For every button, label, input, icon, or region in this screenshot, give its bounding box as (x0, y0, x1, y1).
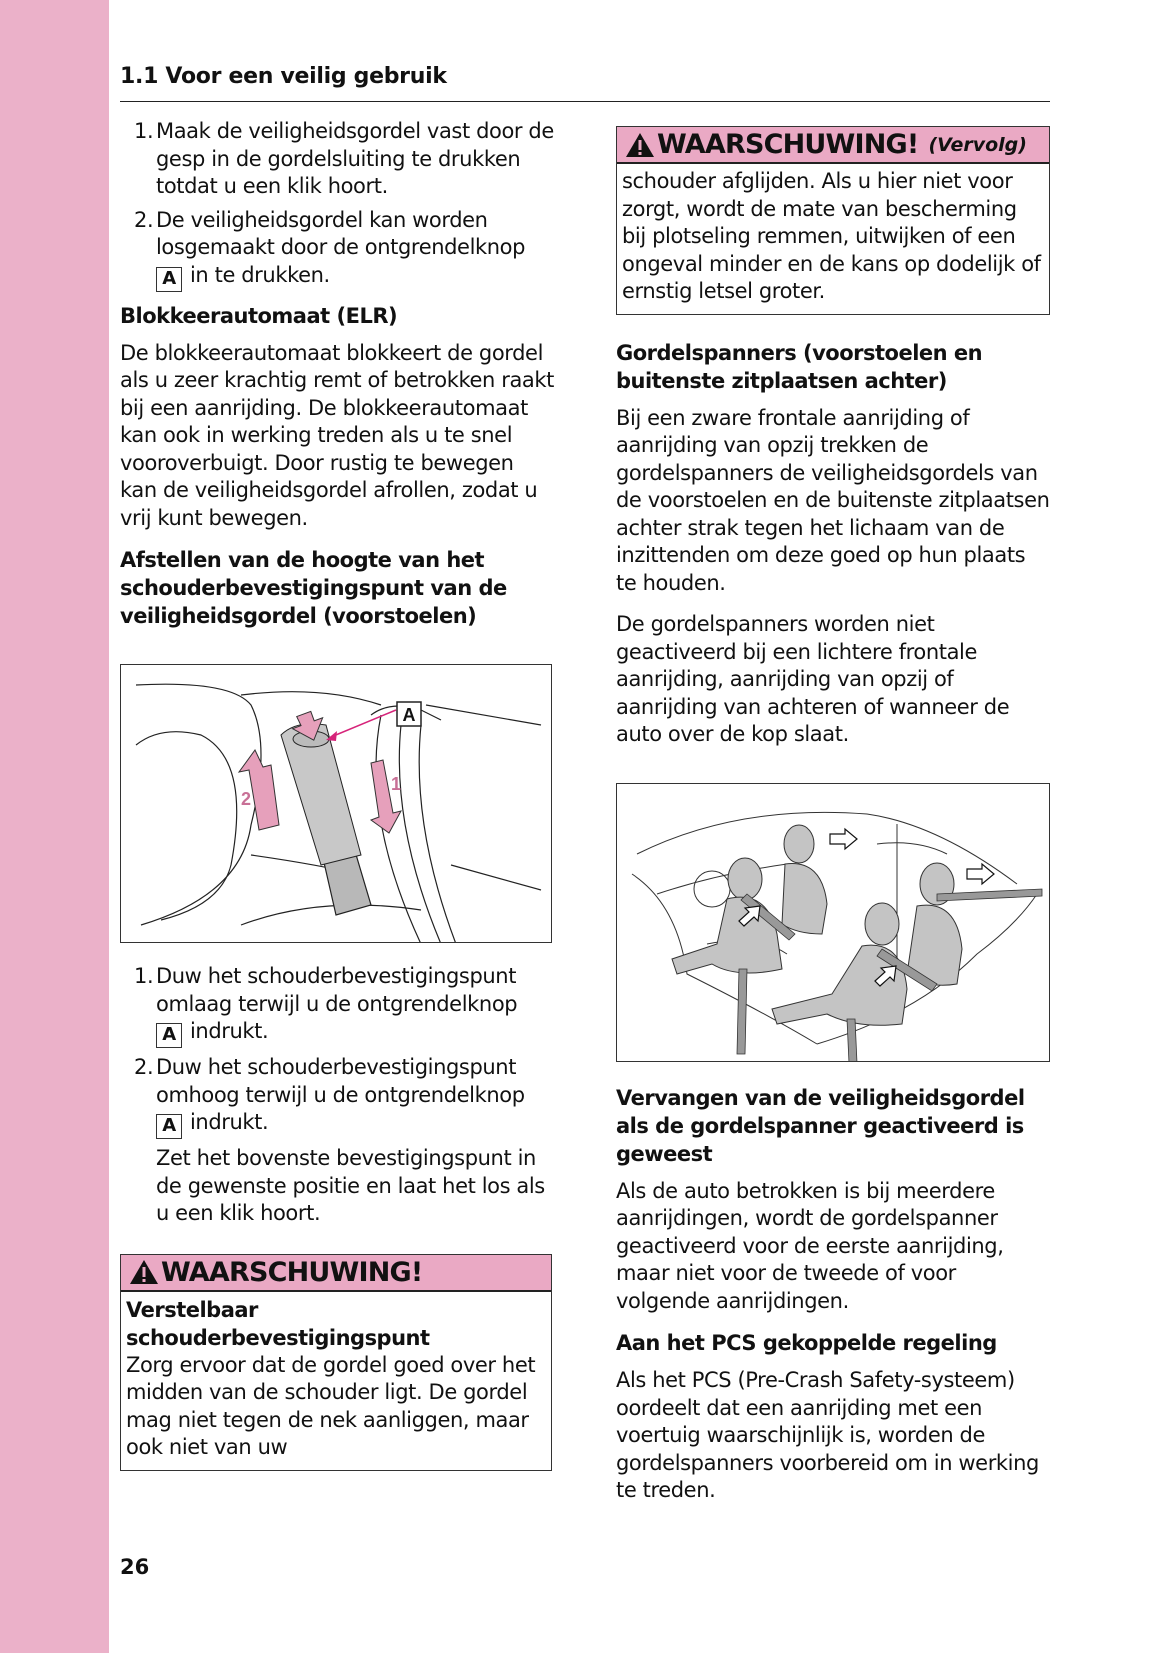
pcs-heading: Aan het PCS gekoppelde regeling (616, 1331, 997, 1355)
left-column (120, 118, 555, 1471)
pretensioner-heading: Gordelspanners (voorstoelen en buitenste zitplaatsen achter) (616, 340, 983, 393)
warning-box-continued (616, 126, 1050, 315)
warning-body (617, 164, 1049, 314)
section-header (120, 64, 1050, 102)
warning-triangle-icon (129, 1259, 159, 1285)
pretensioner-text-1: Bij een zware frontale aanrijding of aanrijding van opzij trekken de gordelspanners de veiligheidsgordels van de voorstoelen en de buitenste zitplaatsen achter strak tegen het lichaam van de inzittenden om deze goed op hun plaats te houden. (616, 405, 1050, 595)
warning-header (617, 127, 1049, 164)
svg-text:1: 1 (391, 774, 402, 794)
warning-text: Zorg ervoor dat de gordel goed over het midden van de schouder ligt. De gordel mag niet tegen de nek aanliggen, maar ook niet van uw (126, 1352, 536, 1459)
seatbelt-anchor-drawing (121, 665, 552, 943)
warning-body (121, 1292, 551, 1470)
pretensioner-text-2: De gordelspanners worden niet geactiveerd bij een lichtere frontale aanrijding, aanrijding van opzij of aanrijding van achteren of wanneer de auto over de kop slaat. (616, 612, 1010, 746)
pcs-text: Als het PCS (Pre-Crash Safety-systeem) oordeelt dat een aanrijding met een voertuig waarschijnlijk is, worden de gordelspanners voorbereid om in werking te treden. (616, 1368, 1039, 1502)
car-occupants-drawing (617, 784, 1050, 1062)
warning-triangle-icon (625, 132, 655, 158)
step-item: 2. De veiligheidsgordel kan worden losgemaakt door de ontgrendelknop A in te drukken. (120, 207, 555, 292)
adjust-note: Zet het bovenste bevestigingspunt in de gewenste positie en laat het los als u een klik hoort. (156, 1146, 545, 1225)
section-title: 1.1 Voor een veilig gebruik (120, 64, 447, 89)
page-number: 26 (120, 1555, 150, 1579)
marker-a: A (156, 267, 182, 292)
adjust-steps (120, 963, 555, 1139)
warning-subheading: Verstelbaar schouderbevestigingspunt (126, 1297, 430, 1350)
warning-text: schouder afglijden. Als u hier niet voor zorgt, wordt de mate van bescherming bij plotseling remmen, uitwijken of een ongeval minder en de kans op dodelijk of ernstig letsel groter. (622, 169, 1041, 303)
warning-continued-label: (Vervolg) (928, 133, 1027, 156)
warning-title: WAARSCHUWING! (161, 1256, 423, 1288)
marker-a: A (156, 1023, 182, 1048)
pretensioner-illustration (616, 783, 1050, 1062)
step-item: 2. Duw het schouderbevestigingspunt omhoog terwijl u de ontgrendelknop A indrukt. (120, 1054, 555, 1139)
marker-a: A (156, 1114, 182, 1139)
svg-text:A: A (402, 705, 416, 725)
warning-box (120, 1254, 552, 1471)
elr-text: De blokkeerautomaat blokkeert de gordel als u zeer krachtig remt of betrokken raakt bij een aanrijding. De blokkeerautomaat kan ook in werking treden als u te snel vooroverbuigt. Door rustig te bewegen kan de veiligheidsgordel afrollen, zodat u vrij kunt bewegen. (120, 340, 554, 530)
svg-text:2: 2 (241, 789, 252, 809)
step-item: 1. Maak de veiligheidsgordel vast door de gesp in de gordelsluiting te drukken totdat u een klik hoort. (134, 119, 554, 198)
chapter-color-tab (0, 0, 109, 1653)
right-column (616, 126, 1051, 1505)
warning-header (121, 1255, 551, 1292)
adjust-heading: Afstellen van de hoogte van het schouderbevestigingspunt van de veiligheidsgordel (voorstoelen) (120, 548, 507, 628)
elr-heading: Blokkeerautomaat (ELR) (120, 303, 398, 328)
fasten-steps (120, 118, 555, 292)
shoulder-anchor-illustration (120, 664, 552, 943)
warning-title: WAARSCHUWING! (657, 129, 919, 160)
replace-text: Als de auto betrokken is bij meerdere aanrijdingen, wordt de gordelspanner geactiveerd voor de eerste aanrijding, maar niet voor de tweede of voor volgende aanrijdingen. (616, 1178, 1004, 1313)
step-item: 1. Duw het schouderbevestigingspunt omlaag terwijl u de ontgrendelknop A indrukt. (120, 963, 555, 1048)
replace-heading: Vervangen van de veiligheidsgordel als de gordelspanner geactiveerd is geweest (616, 1085, 1025, 1166)
